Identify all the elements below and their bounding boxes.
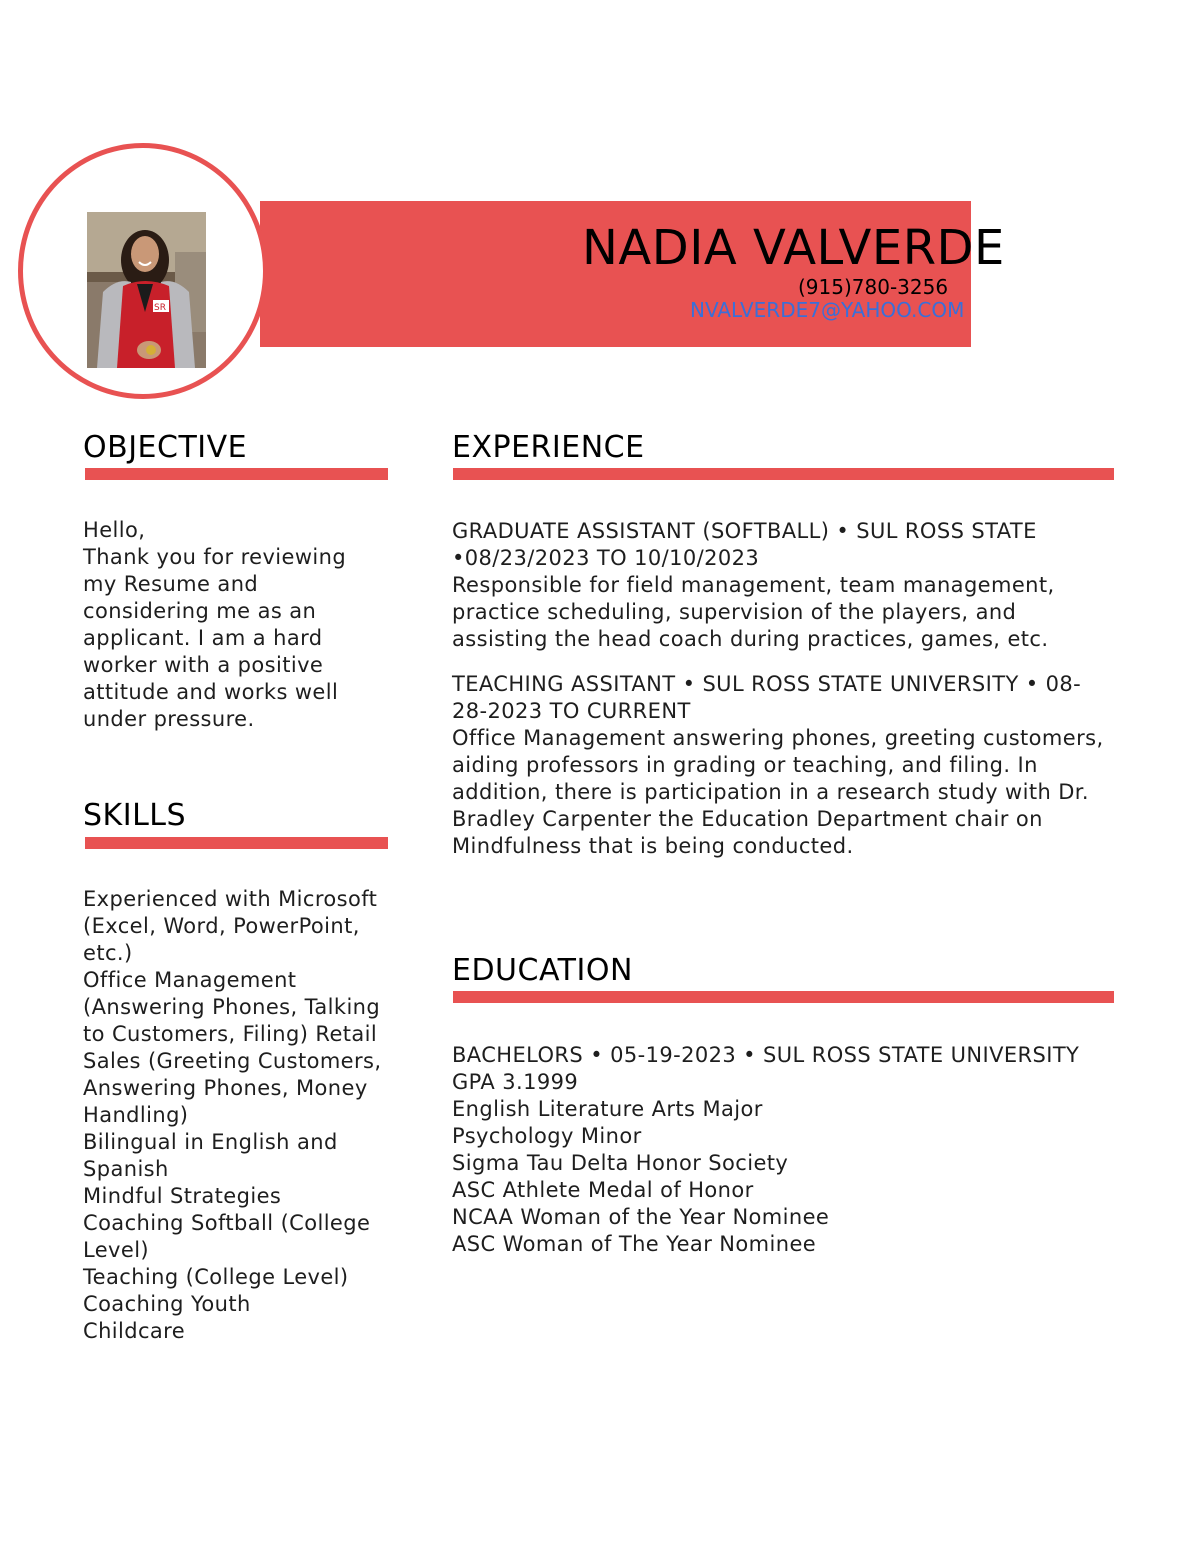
objective-body: Thank you for reviewing my Resume and considering me as an applicant. I am a hard worker with a positive attitude and works well under pressure. <box>83 545 347 731</box>
degree-line: BACHELORS • 05-19-2023 • SUL ROSS STATE UNIVERSITY <box>452 1043 1080 1067</box>
education-details <box>452 1069 1112 1258</box>
experience-entry <box>452 671 1112 860</box>
education-item: GPA 3.1999 <box>452 1070 579 1094</box>
education-item: Psychology Minor <box>452 1124 642 1148</box>
education-item: English Literature Arts Major <box>452 1097 763 1121</box>
job-description: Office Management answering phones, greeting customers, aiding professors in grading or teaching, and filing. In addition, there is participation in a research study with Dr. Bradley Carpenter the Education Department chair on Mindfulness that is being conducted. <box>452 726 1104 858</box>
skill-item: Experienced with Microsoft (Excel, Word, PowerPoint, etc.) <box>83 887 378 965</box>
skills-list <box>83 886 383 1345</box>
skills-heading: SKILLS <box>83 798 187 833</box>
education-item: ASC Athlete Medal of Honor <box>452 1178 754 1202</box>
education-item: NCAA Woman of the Year Nominee <box>452 1205 830 1229</box>
skill-item: Teaching (College Level) <box>83 1265 349 1289</box>
phone-number: (915)780-3256 <box>798 275 949 299</box>
candidate-name: NADIA VALVERDE <box>582 220 1005 276</box>
experience-entry <box>452 518 1112 653</box>
education-item: ASC Woman of The Year Nominee <box>452 1232 817 1256</box>
experience-heading: EXPERIENCE <box>452 430 645 465</box>
objective-greeting: Hello, <box>83 518 146 542</box>
skill-item: Childcare <box>83 1319 186 1343</box>
education-entry <box>452 1042 1112 1258</box>
objective-text <box>83 517 383 733</box>
objective-heading: OBJECTIVE <box>83 430 248 465</box>
objective-divider <box>85 468 388 480</box>
email-link[interactable]: NVALVERDE7@YAHOO.COM <box>690 298 965 322</box>
profile-photo <box>87 212 206 368</box>
skills-divider <box>85 837 388 849</box>
job-description: Responsible for field management, team management, practice scheduling, supervision of the players, and assisting the head coach during practices, games, etc. <box>452 573 1055 651</box>
svg-text:SR: SR <box>154 303 166 313</box>
skill-item: Office Management (Answering Phones, Talking to Customers, Filing) Retail Sales (Greeting Customers, Answering Phones, Money Handling) <box>83 968 382 1127</box>
skill-item: Coaching Youth <box>83 1292 251 1316</box>
skill-item: Mindful Strategies <box>83 1184 282 1208</box>
job-title-line: GRADUATE ASSISTANT (SOFTBALL) • SUL ROSS STATE •08/23/2023 TO 10/10/2023 <box>452 519 1037 570</box>
education-heading: EDUCATION <box>452 953 633 988</box>
skill-item: Coaching Softball (College Level) <box>83 1211 371 1262</box>
education-item: Sigma Tau Delta Honor Society <box>452 1151 789 1175</box>
job-title-line: TEACHING ASSITANT • SUL ROSS STATE UNIVERSITY • 08-28-2023 TO CURRENT <box>452 672 1082 723</box>
education-divider <box>453 991 1114 1003</box>
skill-item: Bilingual in English and Spanish <box>83 1130 338 1181</box>
experience-divider <box>453 468 1114 480</box>
